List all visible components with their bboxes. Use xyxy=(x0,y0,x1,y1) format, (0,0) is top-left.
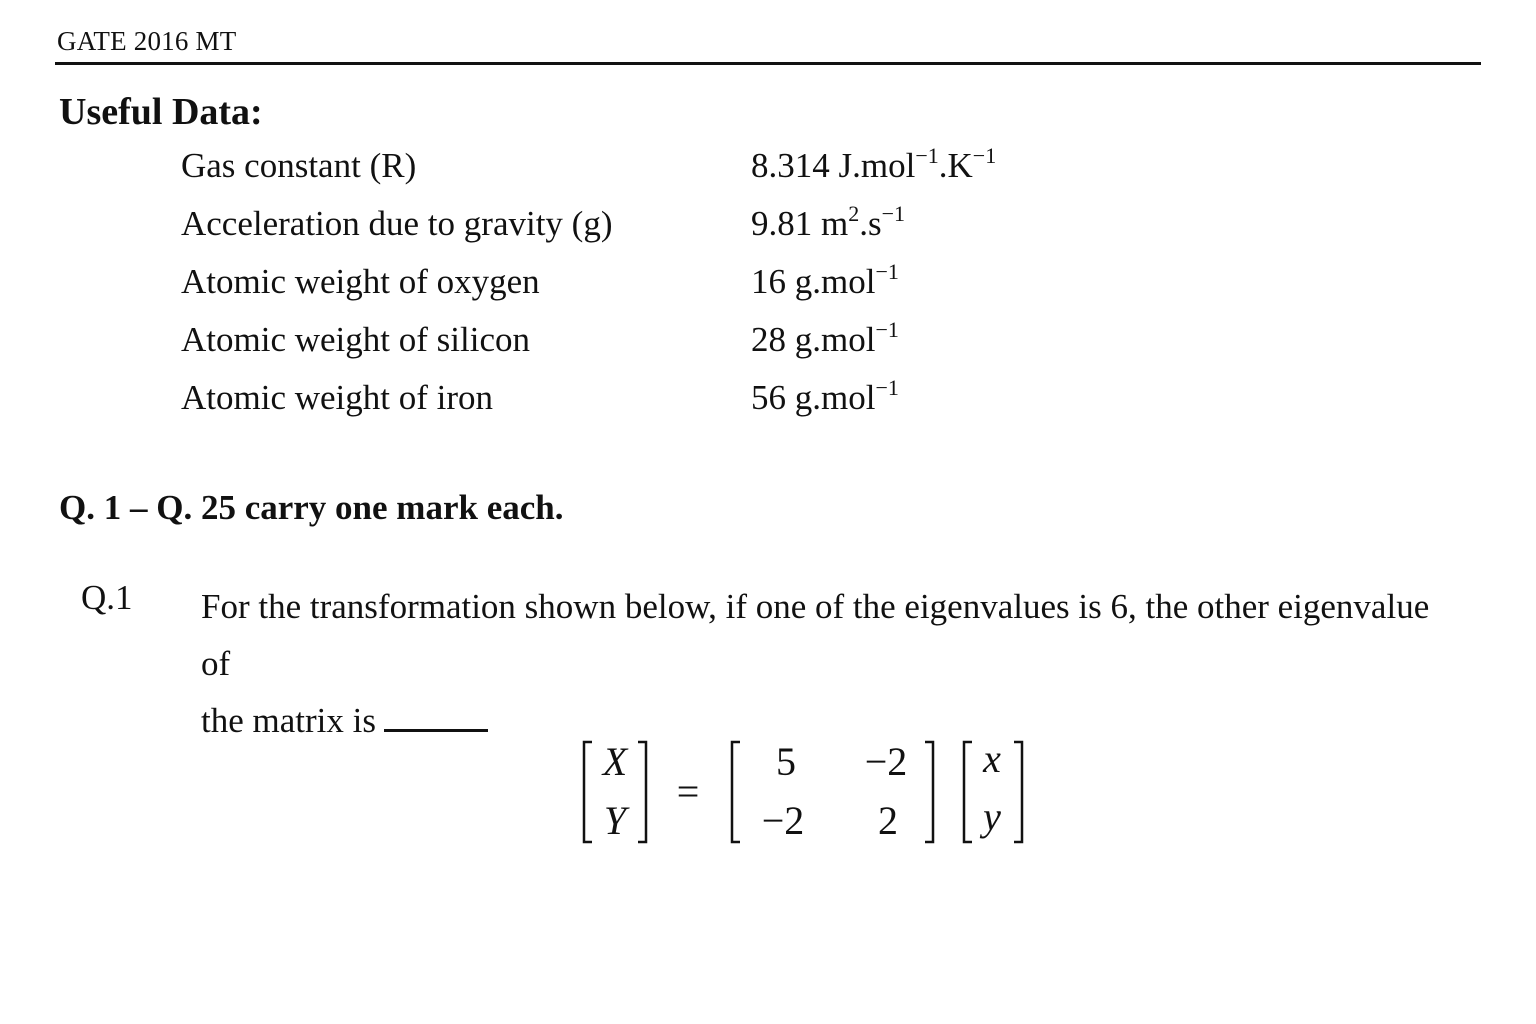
matrix-a22: 2 xyxy=(878,798,898,843)
data-row xyxy=(181,198,1081,256)
lhs-y: Y xyxy=(603,798,627,843)
data-label: Gas constant (R) xyxy=(181,146,417,185)
data-label: Atomic weight of iron xyxy=(181,378,494,417)
data-label: Acceleration due to gravity (g) xyxy=(181,204,613,243)
header-rule xyxy=(55,62,1481,65)
data-value: 8.314 $J.mol^{-1}.K^{-1}$ xyxy=(751,143,997,185)
data-value: 56 g.mol$^{-1}$ xyxy=(751,375,899,417)
question-text xyxy=(201,578,1451,749)
matrix-a11: 5 xyxy=(776,739,796,784)
lhs-left-bracket xyxy=(584,742,592,842)
data-row xyxy=(181,372,1081,430)
lhs-x: X xyxy=(602,739,628,784)
equals-sign: = xyxy=(676,769,700,814)
exam-header: GATE 2016 MT xyxy=(57,26,237,56)
rhs-x: x xyxy=(983,736,1001,781)
data-row xyxy=(181,140,1081,198)
equation-svg xyxy=(570,730,1050,860)
matrix-equation xyxy=(570,730,1050,860)
useful-data-heading: Useful Data: xyxy=(59,91,263,133)
rhs-right-bracket xyxy=(1014,742,1022,842)
answer-blank xyxy=(384,699,488,732)
matrix-right-bracket xyxy=(925,742,933,842)
rhs-left-bracket xyxy=(964,742,972,842)
matrix-a21: −2 xyxy=(761,798,805,843)
matrix-a12: −2 xyxy=(864,739,908,784)
data-label: Atomic weight of oxygen xyxy=(181,262,540,301)
data-value: 28 g.mol$^{-1}$ xyxy=(751,317,899,359)
data-label: Atomic weight of silicon xyxy=(181,320,530,359)
matrix-left-bracket xyxy=(732,742,740,842)
data-value: 16 g.mol$^{-1}$ xyxy=(751,259,899,301)
question-line-1: For the transformation shown below, if one of the eigenvalues is 6, the other eigenvalue of xyxy=(201,587,1430,683)
marks-heading: Q. 1 – Q. 25 carry one mark each. xyxy=(59,488,564,527)
question-line-2: the matrix is xyxy=(201,692,1451,749)
data-value: 9.81 $m^2.s^{-1}$ xyxy=(751,201,906,243)
useful-data-table xyxy=(181,140,1081,430)
data-row xyxy=(181,314,1081,372)
data-row xyxy=(181,256,1081,314)
rhs-y: y xyxy=(983,794,1001,839)
lhs-right-bracket xyxy=(638,742,646,842)
question-number: Q.1 xyxy=(81,578,133,617)
